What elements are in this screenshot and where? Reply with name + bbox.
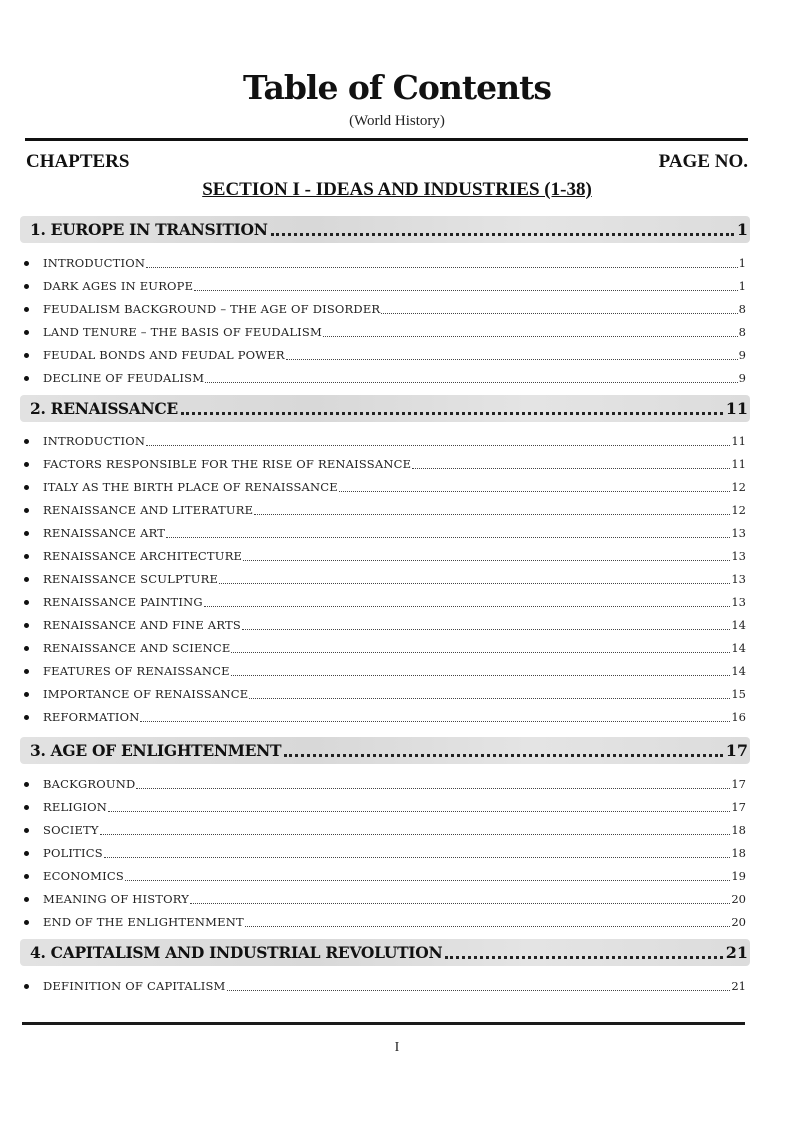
toc-item[interactable] xyxy=(24,546,746,566)
item-page: 14 xyxy=(731,664,746,678)
toc-item[interactable] xyxy=(24,820,746,840)
chapter-title: 4. CAPITALISM AND INDUSTRIAL REVOLUTION xyxy=(30,943,443,962)
dot-leader xyxy=(181,412,723,415)
bullet-icon xyxy=(24,805,29,810)
bottom-divider xyxy=(22,1022,745,1025)
toc-item[interactable] xyxy=(24,454,746,474)
item-title: FEATURES OF RENAISSANCE xyxy=(43,664,230,678)
bullet-icon xyxy=(24,646,29,651)
dot-leader xyxy=(339,491,730,492)
bullet-icon xyxy=(24,920,29,925)
item-title: RENAISSANCE ARCHITECTURE xyxy=(43,549,243,563)
item-page: 18 xyxy=(731,823,746,837)
dot-leader xyxy=(284,754,722,757)
item-title: ECONOMICS xyxy=(43,869,124,883)
bullet-icon xyxy=(24,462,29,467)
item-title: SOCIETY xyxy=(43,823,99,837)
bullet-icon xyxy=(24,554,29,559)
item-title: DECLINE OF FEUDALISM xyxy=(43,371,205,385)
bullet-icon xyxy=(24,439,29,444)
bullet-icon xyxy=(24,692,29,697)
item-title: INTRODUCTION xyxy=(43,256,146,270)
chapter-title: 2. RENAISSANCE xyxy=(30,399,178,418)
item-title: REFORMATION xyxy=(43,710,140,724)
item-page: 13 xyxy=(731,549,746,563)
item-page: 18 xyxy=(731,846,746,860)
toc-item[interactable] xyxy=(24,843,746,863)
toc-item[interactable] xyxy=(24,889,746,909)
dot-leader xyxy=(205,382,737,383)
item-page: 12 xyxy=(731,503,746,517)
page-number: I xyxy=(394,1040,400,1055)
item-title: BACKGROUND xyxy=(43,777,136,791)
dot-leader xyxy=(219,583,730,584)
dot-leader xyxy=(146,267,737,268)
dot-leader xyxy=(100,834,731,835)
item-title: RENAISSANCE SCULPTURE xyxy=(43,572,219,586)
dot-leader xyxy=(254,514,730,515)
toc-item[interactable] xyxy=(24,276,746,296)
chapter-title: 3. AGE OF ENLIGHTENMENT xyxy=(30,741,282,760)
dot-leader xyxy=(140,721,730,722)
toc-item[interactable] xyxy=(24,592,746,612)
page-no-column-header: PAGE NO. xyxy=(658,151,748,172)
item-title: IMPORTANCE OF RENAISSANCE xyxy=(43,687,249,701)
item-title: RENAISSANCE AND LITERATURE xyxy=(43,503,254,517)
item-title: INTRODUCTION xyxy=(43,434,146,448)
toc-item[interactable] xyxy=(24,774,746,794)
chapter-page: 1 xyxy=(736,220,748,239)
item-title: FEUDAL BONDS AND FEUDAL POWER xyxy=(43,348,285,362)
toc-item[interactable] xyxy=(24,684,746,704)
bullet-icon xyxy=(24,828,29,833)
dot-leader xyxy=(166,537,730,538)
bullet-icon xyxy=(24,782,29,787)
item-page: 13 xyxy=(731,572,746,586)
dot-leader xyxy=(323,336,738,337)
item-page: 1 xyxy=(738,279,746,293)
toc-item[interactable] xyxy=(24,797,746,817)
item-title: RENAISSANCE AND FINE ARTS xyxy=(43,618,241,632)
item-page: 11 xyxy=(731,457,746,471)
dot-leader xyxy=(286,359,738,360)
bullet-icon xyxy=(24,984,29,989)
toc-item[interactable] xyxy=(24,615,746,635)
item-page: 9 xyxy=(738,371,746,385)
item-page: 19 xyxy=(731,869,746,883)
bullet-icon xyxy=(24,897,29,902)
item-page: 8 xyxy=(738,302,746,316)
chapter-page: 11 xyxy=(725,399,748,418)
dot-leader xyxy=(249,698,730,699)
item-page: 21 xyxy=(731,979,746,993)
chapter-page: 21 xyxy=(725,943,748,962)
bullet-icon xyxy=(24,261,29,266)
toc-item[interactable] xyxy=(24,299,746,319)
item-title: RELIGION xyxy=(43,800,108,814)
dot-leader xyxy=(245,926,731,927)
toc-item[interactable] xyxy=(24,477,746,497)
toc-item[interactable] xyxy=(24,500,746,520)
item-title: END OF THE ENLIGHTENMENT xyxy=(43,915,244,929)
bullet-icon xyxy=(24,851,29,856)
bullet-icon xyxy=(24,600,29,605)
dot-leader xyxy=(125,880,730,881)
item-title: POLITICS xyxy=(43,846,103,860)
toc-item[interactable] xyxy=(24,523,746,543)
page-title: Table of Contents xyxy=(243,68,551,107)
item-page: 8 xyxy=(738,325,746,339)
item-page: 15 xyxy=(731,687,746,701)
chapter-heading[interactable] xyxy=(20,216,750,243)
item-page: 14 xyxy=(731,641,746,655)
item-page: 20 xyxy=(731,892,746,906)
chapters-column-header: CHAPTERS xyxy=(26,151,130,172)
toc-item[interactable] xyxy=(24,866,746,886)
toc-item[interactable] xyxy=(24,707,746,727)
dot-leader xyxy=(231,652,730,653)
bullet-icon xyxy=(24,376,29,381)
section-title: SECTION I - IDEAS AND INDUSTRIES (1-38) xyxy=(202,179,592,200)
chapter-heading[interactable] xyxy=(20,395,750,422)
dot-leader xyxy=(146,445,730,446)
dot-leader xyxy=(108,811,730,812)
toc-item[interactable] xyxy=(24,638,746,658)
item-page: 13 xyxy=(731,526,746,540)
toc-item[interactable] xyxy=(24,976,746,996)
toc-item[interactable] xyxy=(24,661,746,681)
item-page: 1 xyxy=(738,256,746,270)
bullet-icon xyxy=(24,284,29,289)
toc-item[interactable] xyxy=(24,912,746,932)
dot-leader xyxy=(231,675,731,676)
bullet-icon xyxy=(24,307,29,312)
item-page: 14 xyxy=(731,618,746,632)
item-title: ITALY AS THE BIRTH PLACE OF RENAISSANCE xyxy=(43,480,338,494)
dot-leader xyxy=(194,290,737,291)
item-page: 16 xyxy=(731,710,746,724)
item-title: RENAISSANCE ART xyxy=(43,526,166,540)
bullet-icon xyxy=(24,577,29,582)
chapter-heading[interactable] xyxy=(20,737,750,764)
bullet-icon xyxy=(24,508,29,513)
item-page: 17 xyxy=(731,777,746,791)
toc-item[interactable] xyxy=(24,569,746,589)
dot-leader xyxy=(243,560,730,561)
dot-leader xyxy=(271,233,734,236)
dot-leader xyxy=(381,313,737,314)
bullet-icon xyxy=(24,531,29,536)
item-title: RENAISSANCE AND SCIENCE xyxy=(43,641,231,655)
dot-leader xyxy=(136,788,730,789)
page-subtitle: (World History) xyxy=(349,113,445,129)
item-page: 11 xyxy=(731,434,746,448)
item-title: MEANING OF HISTORY xyxy=(43,892,190,906)
bullet-icon xyxy=(24,623,29,628)
item-page: 12 xyxy=(731,480,746,494)
item-title: FACTORS RESPONSIBLE FOR THE RISE OF RENAISSANCE xyxy=(43,457,412,471)
chapter-title: 1. EUROPE IN TRANSITION xyxy=(30,220,268,239)
toc-item[interactable] xyxy=(24,345,746,365)
dot-leader xyxy=(445,956,722,959)
dot-leader xyxy=(190,903,730,904)
toc-item[interactable] xyxy=(24,322,746,342)
item-title: FEUDALISM BACKGROUND – THE AGE OF DISORDER xyxy=(43,302,381,316)
item-page: 17 xyxy=(731,800,746,814)
top-divider xyxy=(25,138,748,141)
item-title: RENAISSANCE PAINTING xyxy=(43,595,203,609)
dot-leader xyxy=(412,468,730,469)
chapter-heading[interactable] xyxy=(20,939,750,966)
item-page: 13 xyxy=(731,595,746,609)
chapter-page: 17 xyxy=(725,741,748,760)
dot-leader xyxy=(242,629,730,630)
item-title: LAND TENURE – THE BASIS OF FEUDALISM xyxy=(43,325,322,339)
toc-item[interactable] xyxy=(24,431,746,451)
toc-item[interactable] xyxy=(24,368,746,388)
bullet-icon xyxy=(24,485,29,490)
bullet-icon xyxy=(24,874,29,879)
dot-leader xyxy=(104,857,731,858)
dot-leader xyxy=(227,990,731,991)
bullet-icon xyxy=(24,353,29,358)
dot-leader xyxy=(204,606,731,607)
toc-item[interactable] xyxy=(24,253,746,273)
bullet-icon xyxy=(24,330,29,335)
item-title: DARK AGES IN EUROPE xyxy=(43,279,194,293)
item-page: 9 xyxy=(738,348,746,362)
bullet-icon xyxy=(24,669,29,674)
item-title: DEFINITION OF CAPITALISM xyxy=(43,979,226,993)
bullet-icon xyxy=(24,715,29,720)
item-page: 20 xyxy=(731,915,746,929)
